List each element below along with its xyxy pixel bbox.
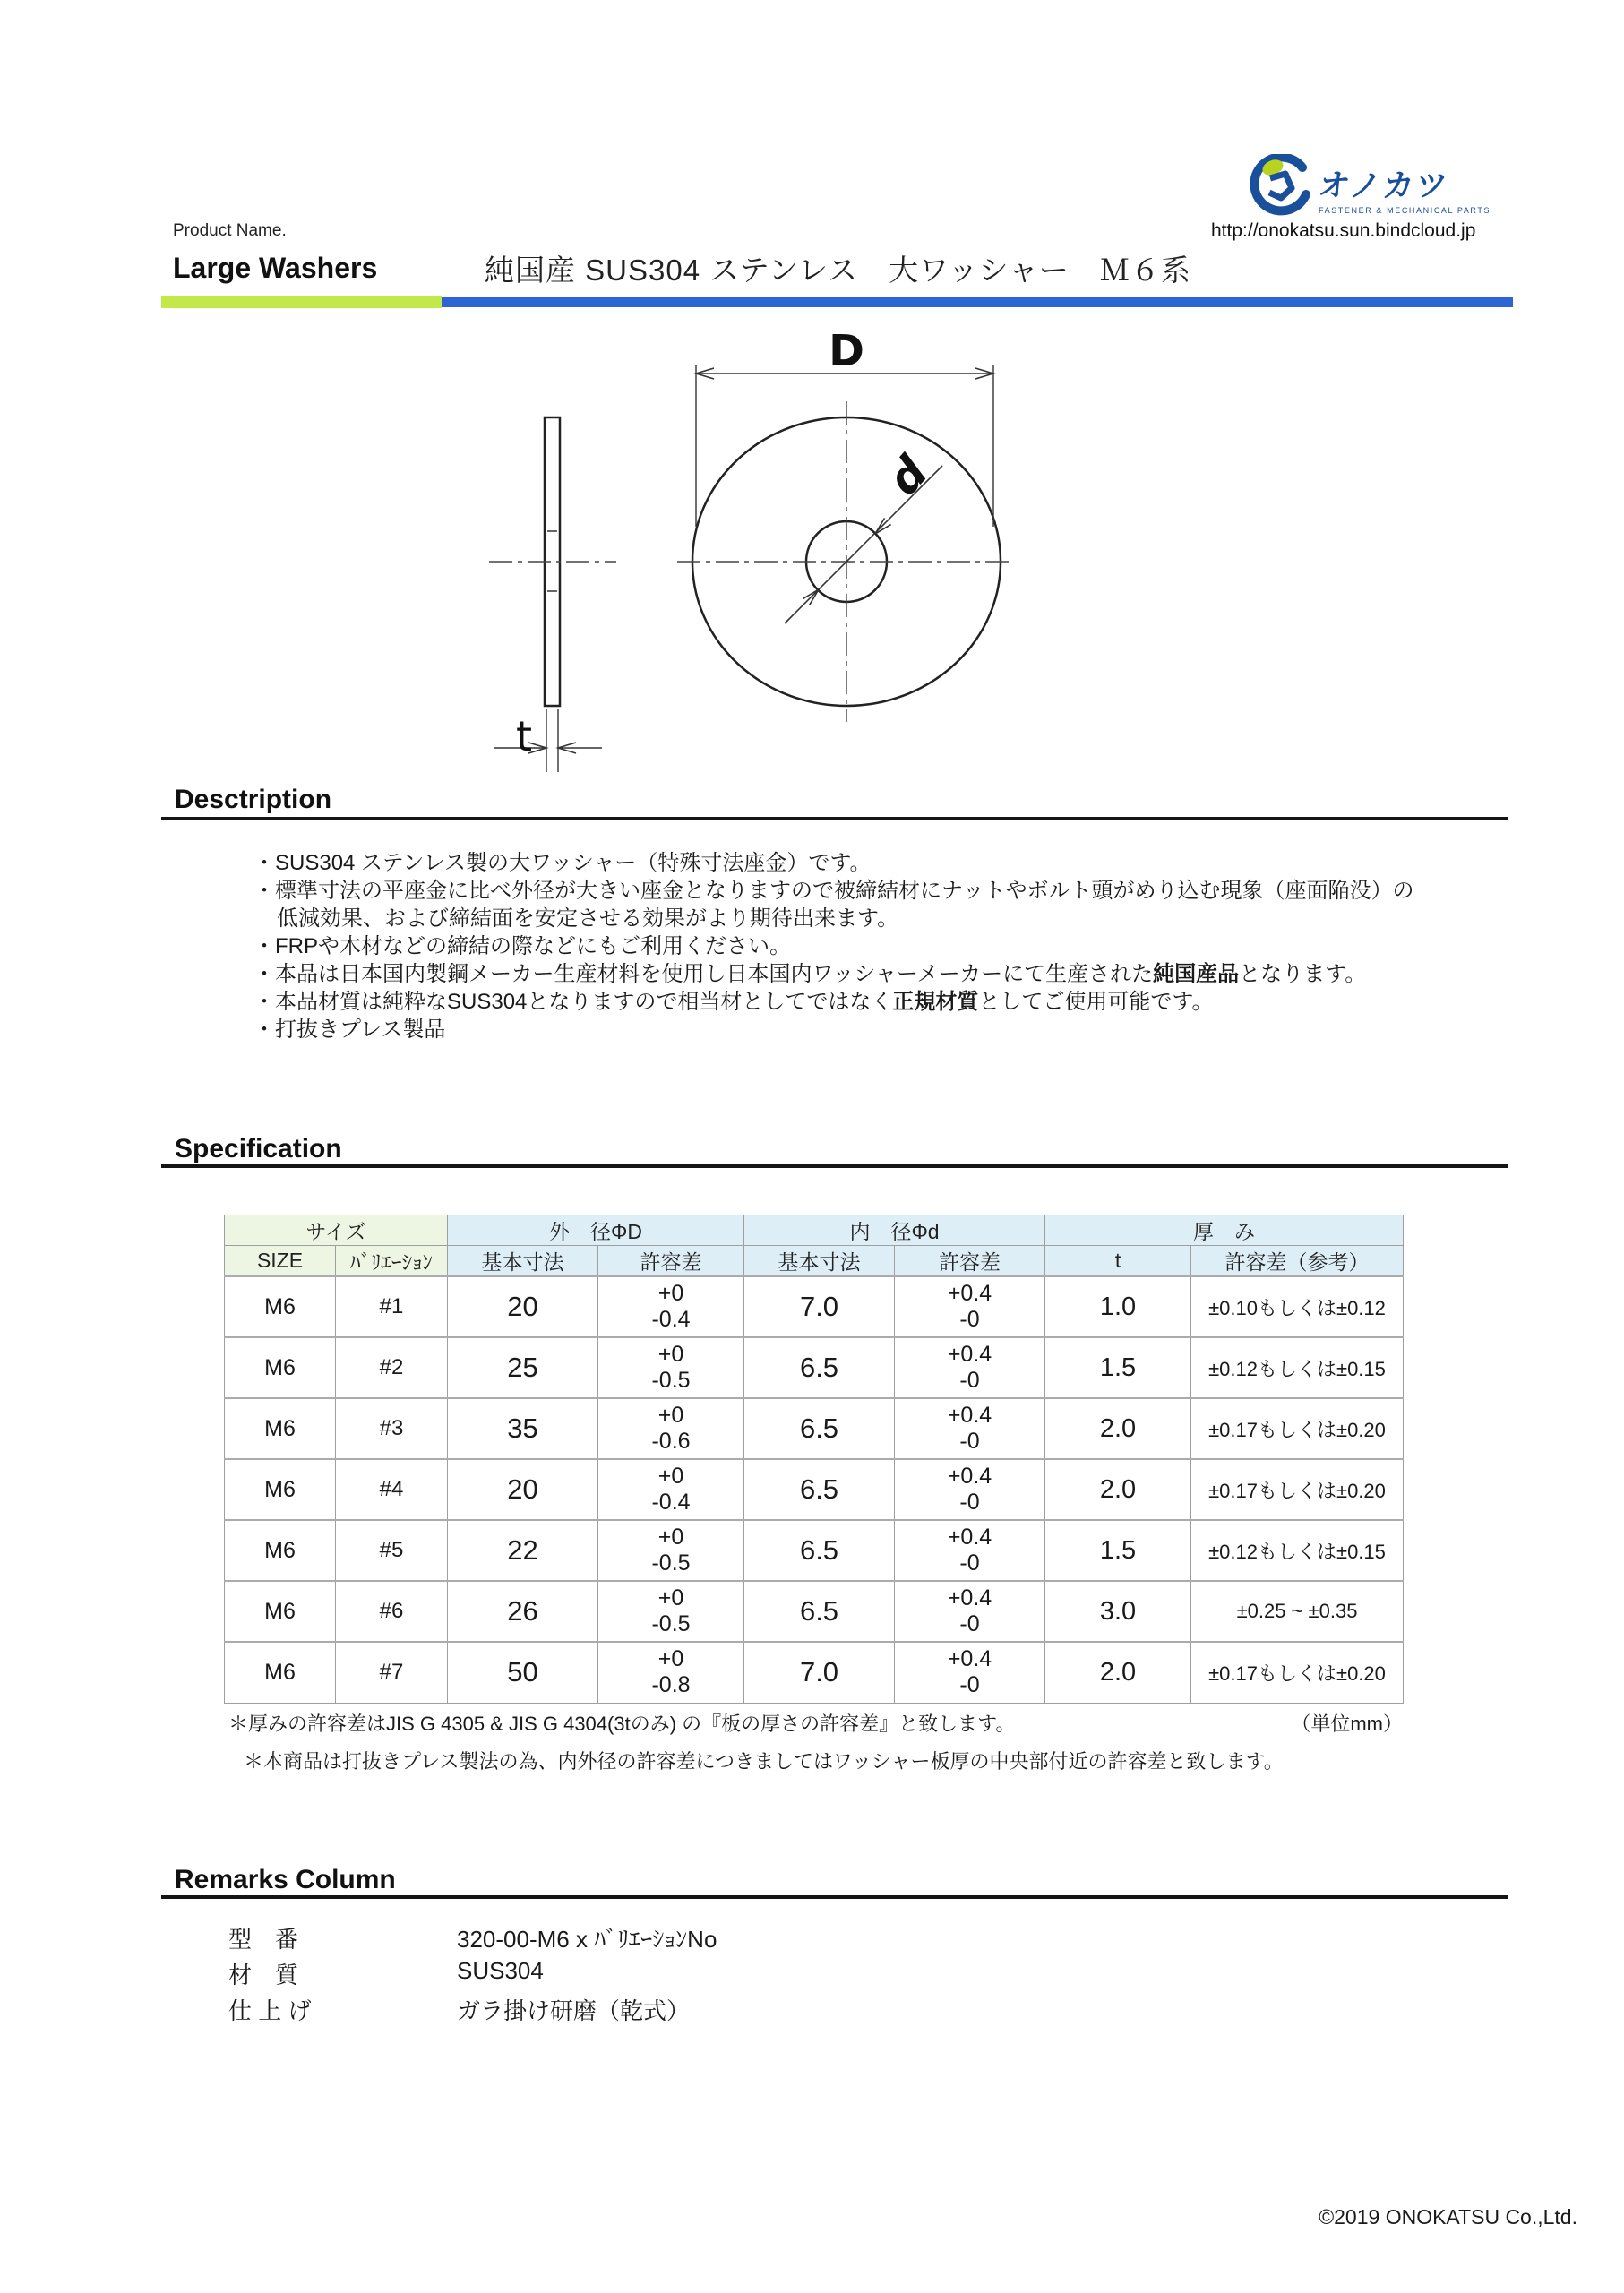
cell-od-basic: 25	[448, 1337, 598, 1398]
cell-thickness-tolerance: ±0.12もしくは±0.15	[1191, 1337, 1404, 1398]
cell-od-basic: 22	[448, 1520, 598, 1581]
cell-variation: #3	[336, 1398, 448, 1459]
tolerance-minus: -0	[959, 1611, 980, 1636]
bullet-text-line2: 低減効果、および締結面を安定させる効果がより期待出来ます。	[277, 906, 899, 931]
bullet-text-bold: 正規材質	[892, 990, 979, 1014]
cell-od-basic: 20	[448, 1276, 598, 1337]
remark-value: 320-00-M6 x ﾊﾞﾘｴｰｼｮﾝNo	[457, 1926, 717, 1953]
outer-diameter-label: D	[829, 326, 864, 376]
bullet-mark: ・	[253, 851, 275, 875]
group-header-inner-diameter: 内 径Φd	[744, 1215, 1045, 1246]
tolerance-minus: -0	[959, 1368, 980, 1393]
remark-label: 仕 上 げ	[228, 1997, 312, 2024]
tolerance-minus: -0	[959, 1307, 980, 1332]
specification-heading: Specification	[175, 1134, 342, 1164]
cell-id-tolerance	[895, 1459, 1045, 1520]
cell-thickness: 1.5	[1045, 1337, 1191, 1398]
tolerance-minus: -0	[959, 1550, 980, 1576]
description-list	[253, 849, 1508, 1043]
tolerance-minus: -0.4	[651, 1490, 691, 1515]
cell-variation: #5	[336, 1520, 448, 1581]
cell-id-basic: 7.0	[744, 1276, 895, 1337]
tolerance-plus: +0.4	[947, 1585, 992, 1610]
bullet-mark: ・	[253, 962, 275, 986]
cell-size: M6	[225, 1581, 336, 1642]
cell-id-basic: 6.5	[744, 1459, 895, 1520]
company-logo	[1245, 154, 1491, 217]
col-header-od-tolerance: 許容差	[598, 1246, 744, 1277]
bullet-text: 本品材質は純粋なSUS304となりますので相当材としてではなく	[275, 990, 893, 1014]
washer-technical-drawing	[394, 322, 1129, 797]
remark-row-material	[228, 1957, 544, 1990]
cell-thickness: 2.0	[1045, 1459, 1191, 1520]
bullet-mark: ・	[253, 990, 275, 1014]
remark-label: 型 番	[228, 1926, 299, 1953]
product-name-label: Product Name.	[173, 221, 287, 240]
cell-thickness-tolerance: ±0.17もしくは±0.20	[1191, 1642, 1404, 1703]
cell-od-tolerance	[598, 1276, 744, 1337]
cell-size: M6	[225, 1459, 336, 1520]
remark-row-model	[228, 1921, 717, 1954]
bullet-text: 標準寸法の平座金に比べ外径が大きい座金となりますので被締結材にナットやボルト頭がめり込む現象（座面陥没）の	[275, 879, 1414, 903]
company-url-link[interactable]: http://onokatsu.sun.bindcloud.jp	[1211, 220, 1476, 241]
cell-variation: #1	[336, 1276, 448, 1337]
brand-name: オノカツ	[1316, 168, 1451, 203]
tolerance-minus: -0	[959, 1490, 980, 1515]
cell-od-basic: 20	[448, 1459, 598, 1520]
col-header-variation: ﾊﾞﾘｴｰｼｮﾝ	[336, 1246, 448, 1277]
spec-footnote-2: ＊本商品は打抜きプレス製法の為、内外径の許容差につきましてはワッシャー板厚の中央部付近の許容差と致します。	[244, 1750, 1284, 1773]
logo-text-block	[1316, 154, 1491, 215]
bullet-text: FRPや木材などの締結の際などにもご利用ください。	[275, 934, 791, 958]
tolerance-minus: -0.8	[651, 1672, 691, 1698]
bullet-text-bold: 純国産品	[1153, 962, 1240, 986]
cell-size: M6	[225, 1398, 336, 1459]
bullet-mark: ・	[253, 879, 275, 903]
bullet-text: SUS304 ステンレス製の大ワッシャー（特殊寸法座金）です。	[275, 851, 872, 875]
bullet-text: 本品は日本国内製鋼メーカー生産材料を使用し日本国内ワッシャーメーカーにて生産された	[275, 962, 1154, 986]
spec-row-2	[225, 1337, 1404, 1398]
tolerance-plus: +0.4	[947, 1281, 992, 1306]
remark-value: SUS304	[457, 1957, 544, 1984]
specification-table-container	[224, 1215, 1404, 1704]
cell-variation: #6	[336, 1581, 448, 1642]
col-header-t: t	[1045, 1246, 1191, 1277]
cell-id-tolerance	[895, 1337, 1045, 1398]
cell-id-basic: 6.5	[744, 1337, 895, 1398]
product-name: Large Washers	[173, 252, 378, 284]
remark-label: 材 質	[228, 1962, 299, 1988]
cell-od-tolerance	[598, 1459, 744, 1520]
remarks-heading: Remarks Column	[175, 1865, 396, 1894]
group-header-outer-diameter: 外 径ΦD	[448, 1215, 744, 1246]
tolerance-minus: -0.5	[651, 1550, 691, 1576]
cell-od-basic: 35	[448, 1398, 598, 1459]
tolerance-plus: +0	[657, 1585, 684, 1610]
tolerance-minus: -0	[959, 1672, 980, 1698]
spec-row-6	[225, 1581, 1404, 1642]
tolerance-plus: +0	[657, 1403, 684, 1428]
col-header-id-basic: 基本寸法	[744, 1246, 895, 1277]
group-header-thickness: 厚 み	[1045, 1215, 1404, 1246]
col-header-id-tolerance: 許容差	[895, 1246, 1045, 1277]
col-header-od-basic: 基本寸法	[448, 1246, 598, 1277]
tolerance-minus: -0.6	[651, 1429, 691, 1454]
table-column-header-row	[225, 1246, 1404, 1277]
cell-id-basic: 6.5	[744, 1581, 895, 1642]
remark-value: ガラ掛け研磨（乾式）	[457, 1997, 691, 2024]
bullet-mark: ・	[253, 934, 275, 958]
cell-id-basic: 6.5	[744, 1520, 895, 1581]
tolerance-minus: -0.5	[651, 1368, 691, 1393]
tolerance-minus: -0	[959, 1429, 980, 1454]
cell-od-tolerance	[598, 1642, 744, 1703]
tolerance-minus: -0.4	[651, 1307, 691, 1332]
cell-od-basic: 26	[448, 1581, 598, 1642]
cell-thickness-tolerance: ±0.12もしくは±0.15	[1191, 1520, 1404, 1581]
spec-row-7	[225, 1642, 1404, 1703]
copyright-text: ©2019 ONOKATSU Co.,Ltd.	[1319, 2205, 1577, 2229]
cell-size: M6	[225, 1642, 336, 1703]
cell-od-tolerance	[598, 1520, 744, 1581]
cell-thickness: 1.0	[1045, 1276, 1191, 1337]
spec-row-1	[225, 1276, 1404, 1337]
group-header-size: サイズ	[225, 1215, 448, 1246]
tolerance-plus: +0	[657, 1342, 684, 1367]
col-header-tolerance-ref: 許容差（参考）	[1191, 1246, 1404, 1277]
cell-id-basic: 6.5	[744, 1398, 895, 1459]
cell-thickness: 1.5	[1045, 1520, 1191, 1581]
cell-thickness-tolerance: ±0.25 ~ ±0.35	[1191, 1581, 1404, 1642]
description-rule	[161, 817, 1508, 820]
tolerance-plus: +0	[657, 1464, 684, 1489]
cell-id-tolerance	[895, 1276, 1045, 1337]
logo-emblem-icon	[1245, 154, 1313, 217]
description-bullet	[253, 960, 1508, 988]
description-bullet	[253, 932, 1508, 960]
description-bullet	[253, 988, 1508, 1016]
col-header-size: SIZE	[225, 1246, 336, 1277]
brand-tagline: FASTENER & MECHANICAL PARTS	[1319, 206, 1491, 215]
specification-table	[224, 1215, 1404, 1704]
tolerance-plus: +0.4	[947, 1524, 992, 1550]
description-heading: Desctription	[175, 785, 332, 814]
cell-thickness: 2.0	[1045, 1398, 1191, 1459]
cell-variation: #2	[336, 1337, 448, 1398]
cell-variation: #7	[336, 1642, 448, 1703]
spec-row-4	[225, 1459, 1404, 1520]
cell-od-tolerance	[598, 1581, 744, 1642]
cell-od-tolerance	[598, 1337, 744, 1398]
spec-row-5	[225, 1520, 1404, 1581]
remark-row-finish	[228, 1993, 691, 2026]
bullet-text: となります。	[1239, 962, 1367, 986]
bullet-text: 打抜きプレス製品	[275, 1018, 446, 1042]
product-title-japanese: 純国産 SUS304 ステンレス 大ワッシャー Ｍ６系	[485, 253, 1191, 287]
cell-size: M6	[225, 1520, 336, 1581]
cell-id-tolerance	[895, 1581, 1045, 1642]
cell-od-basic: 50	[448, 1642, 598, 1703]
cell-size: M6	[225, 1276, 336, 1337]
tolerance-plus: +0.4	[947, 1342, 992, 1367]
title-underline-green	[161, 296, 442, 308]
cell-od-tolerance	[598, 1398, 744, 1459]
description-bullet	[253, 1016, 1508, 1043]
specification-rule	[161, 1164, 1508, 1168]
spec-footnote-1: ＊厚みの許容差はJIS G 4305 & JIS G 4304(3tのみ) の『板の厚さの許容差』と致します。	[228, 1713, 1016, 1735]
tolerance-plus: +0	[657, 1281, 684, 1306]
table-group-header-row	[225, 1215, 1404, 1246]
title-underline-blue	[442, 297, 1513, 307]
tolerance-plus: +0.4	[947, 1464, 992, 1489]
cell-size: M6	[225, 1337, 336, 1398]
inner-diameter-label: d	[877, 446, 938, 506]
cell-id-basic: 7.0	[744, 1642, 895, 1703]
thickness-label: t	[516, 712, 533, 760]
spec-row-3	[225, 1398, 1404, 1459]
cell-id-tolerance	[895, 1520, 1045, 1581]
cell-variation: #4	[336, 1459, 448, 1520]
cell-thickness: 2.0	[1045, 1642, 1191, 1703]
tolerance-plus: +0	[657, 1524, 684, 1550]
description-bullet	[253, 877, 1508, 932]
cell-id-tolerance	[895, 1398, 1045, 1459]
remarks-rule	[161, 1895, 1508, 1899]
tolerance-plus: +0.4	[947, 1403, 992, 1428]
cell-thickness: 3.0	[1045, 1581, 1191, 1642]
bullet-text: としてご使用可能です。	[978, 990, 1214, 1014]
cell-id-tolerance	[895, 1642, 1045, 1703]
tolerance-plus: +0.4	[947, 1646, 992, 1672]
tolerance-minus: -0.5	[651, 1611, 691, 1636]
cell-thickness-tolerance: ±0.10もしくは±0.12	[1191, 1276, 1404, 1337]
cell-thickness-tolerance: ±0.17もしくは±0.20	[1191, 1459, 1404, 1520]
unit-note: （単位mm）	[1291, 1713, 1403, 1735]
tolerance-plus: +0	[657, 1646, 684, 1672]
cell-thickness-tolerance: ±0.17もしくは±0.20	[1191, 1398, 1404, 1459]
description-bullet	[253, 849, 1508, 877]
bullet-mark: ・	[253, 1018, 275, 1042]
